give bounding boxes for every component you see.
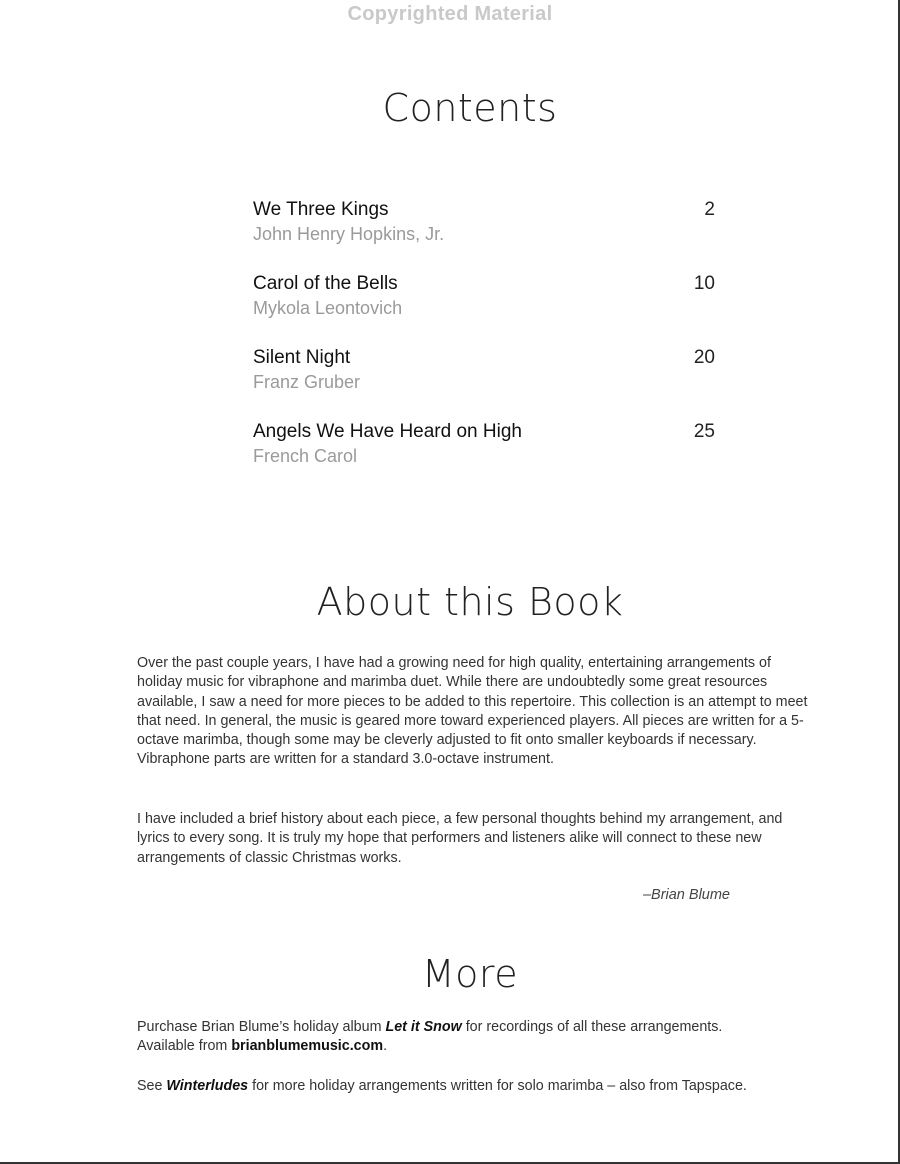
toc-entry-composer: Franz Gruber	[253, 372, 361, 392]
toc-entry-page: 20	[693, 347, 715, 368]
toc-entry-composer: John Henry Hopkins, Jr.	[253, 224, 445, 244]
toc-entry-composer: French Carol	[253, 446, 358, 466]
contents-heading: Contents	[382, 86, 558, 130]
more-text: .	[383, 1038, 388, 1055]
toc-entry	[253, 272, 715, 346]
author-signature: –Brian Blume	[642, 887, 730, 903]
toc-entry-title: Angels We Have Heard on High	[253, 421, 522, 442]
toc-entry	[253, 420, 715, 494]
more-heading: More	[421, 952, 519, 996]
table-of-contents	[253, 198, 715, 494]
more-text: Purchase Brian Blume’s holiday album	[137, 1019, 386, 1035]
more-text: Available from	[137, 1038, 232, 1055]
toc-entry-page: 2	[704, 199, 715, 220]
more-paragraph-1	[137, 1018, 817, 1057]
more-text: See	[137, 1078, 167, 1094]
about-paragraph-2: I have included a brief history about each piece, a few personal thoughts behind my arrangement, and lyrics to every song. It is truly my hope that performers and listeners alike will connect to these new arrangements of classic Christmas works.	[137, 811, 783, 866]
more-text: for more holiday arrangements written for solo marimba – also from Tapspace.	[248, 1078, 747, 1094]
about-paragraph-1: Over the past couple years, I have had a growing need for high quality, entertaining arrangements of holiday music for vibraphone and marimba duet. While there are undoubtedly some great resources available, I saw a need for more pieces to be added to this repertoire. This collection is an attempt to meet that need. In general, the music is geared more toward experienced players. All pieces are written for a 5-octave marimba, though some may be cleverly adjusted to fit onto smaller keyboards if necessary. Vibraphone parts are written for a standard 3.0-octave instrument.	[137, 655, 808, 768]
more-text: for recordings of all these arrangements.	[461, 1019, 723, 1035]
more-paragraph-2	[137, 1077, 817, 1096]
toc-entry-page: 10	[693, 273, 715, 294]
about-heading: About this Book	[316, 580, 624, 624]
toc-entry-composer: Mykola Leontovich	[253, 298, 403, 318]
book-title: Winterludes	[166, 1078, 249, 1094]
album-title: Let it Snow	[385, 1019, 462, 1035]
toc-entry-page: 25	[693, 421, 715, 442]
toc-entry	[253, 346, 715, 420]
toc-entry	[253, 198, 715, 272]
toc-entry-title: Carol of the Bells	[253, 273, 398, 294]
toc-entry-title: Silent Night	[253, 347, 351, 368]
website-link: brianblumemusic.com	[231, 1038, 384, 1055]
toc-entry-title: We Three Kings	[253, 199, 389, 220]
copyright-watermark: Copyrighted Material	[347, 3, 553, 25]
